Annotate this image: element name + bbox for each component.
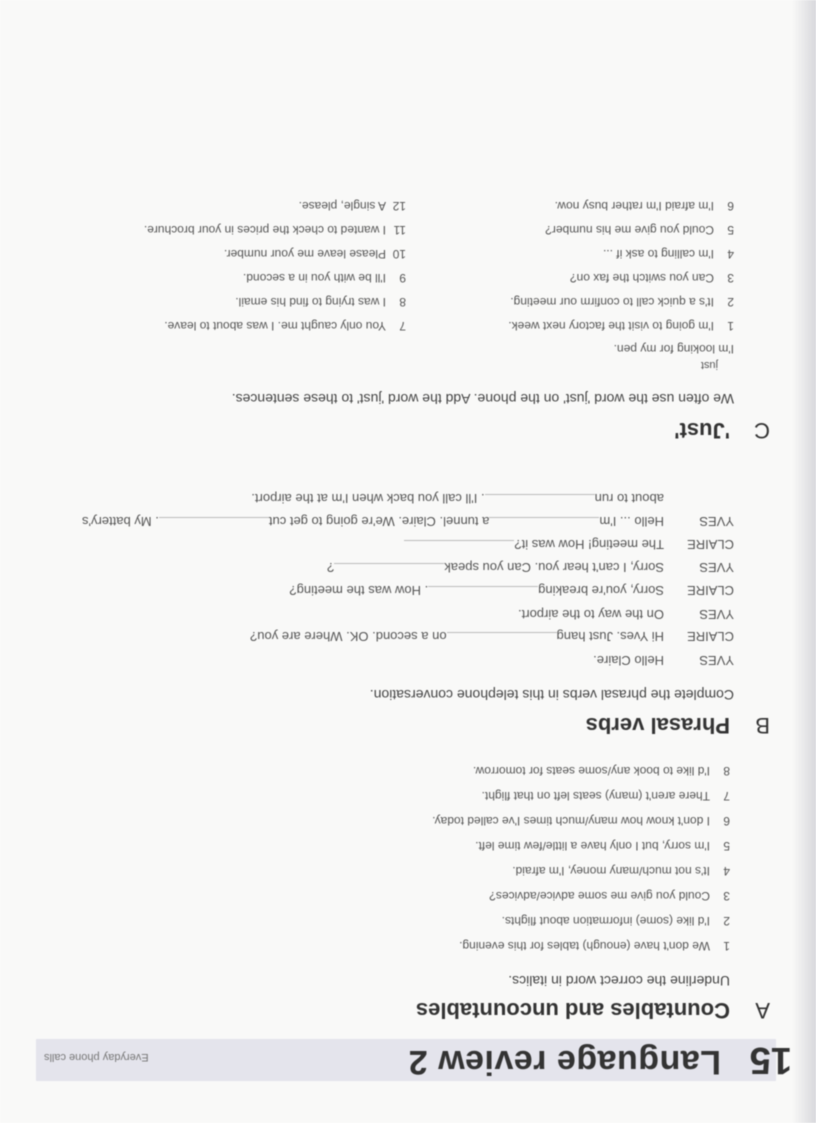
answer-blank[interactable] <box>447 632 557 645</box>
running-title: Everyday phone calls <box>44 1051 149 1063</box>
speaker-name: YVES <box>699 514 734 529</box>
item-number: 1 <box>723 939 730 953</box>
item-number: 1 <box>727 319 734 333</box>
answer-blank[interactable] <box>489 517 599 530</box>
section-a-letter: A <box>755 998 770 1023</box>
list-item <box>432 814 730 828</box>
line-text: Sorry, you're breaking <box>538 583 664 598</box>
list-item <box>545 223 734 237</box>
page-edge-shadow <box>792 0 816 1123</box>
section-a-instruction: Underline the correct word in italics. <box>508 973 730 989</box>
line-text: The meeting! How was it? <box>514 537 664 552</box>
item-number: 8 <box>723 764 730 778</box>
section-b-letter: B <box>755 713 770 738</box>
line-text: Hello ... I'm <box>599 514 664 529</box>
answer-blank[interactable] <box>428 586 538 599</box>
item-number: 10 <box>392 247 406 261</box>
item-text: Could you give me some advice/advices? <box>489 889 710 903</box>
item-number: 3 <box>723 889 730 903</box>
speaker-name: YVES <box>699 560 734 575</box>
dialogue-line <box>251 491 734 507</box>
line-text-rest: on a second. OK. Where are you? <box>250 629 447 644</box>
dialogue-line <box>518 607 734 622</box>
section-c-letter: C <box>754 418 770 443</box>
speaker-name: CLAIRE <box>687 629 734 644</box>
list-item <box>489 889 730 903</box>
item-number: 3 <box>727 271 734 285</box>
item-text: I'm going to visit the factory next week. <box>508 319 714 333</box>
item-text: I'd like (some) information about flights. <box>501 914 710 928</box>
dialogue-line <box>250 629 734 645</box>
line-text-rest: . My battery's <box>82 514 159 529</box>
line-text-rest: . How was the meeting? <box>289 583 429 598</box>
item-number: 8 <box>399 295 406 309</box>
list-item <box>510 295 734 309</box>
item-text: Could you give me his number? <box>545 223 714 237</box>
list-item <box>459 939 730 953</box>
dialogue-line <box>404 537 734 553</box>
list-item <box>164 319 406 333</box>
list-item <box>144 223 406 237</box>
speaker-name: CLAIRE <box>687 537 734 552</box>
item-number: 2 <box>727 295 734 309</box>
list-item <box>473 764 730 778</box>
dialogue-line <box>593 653 734 668</box>
line-text: Sorry, I can't hear you. Can you speak <box>444 560 664 575</box>
item-number: 9 <box>399 271 406 285</box>
dialogue-line <box>82 514 734 530</box>
item-number: 5 <box>727 223 734 237</box>
section-c-title: 'Just' <box>674 418 730 443</box>
list-item <box>570 271 734 285</box>
item-number: 11 <box>393 223 406 237</box>
item-text: You only caught me. I was about to leave. <box>164 319 386 333</box>
answer-blank[interactable] <box>485 494 595 507</box>
item-text: I'm afraid I'm rather busy now. <box>554 199 714 213</box>
answer-blank[interactable] <box>334 563 444 576</box>
section-a-title: Countables and uncountables <box>415 998 730 1023</box>
section-c-instruction: We often use the word 'just' on the phone. Add the word 'just' to these sentences. <box>231 391 734 407</box>
speaker-name: YVES <box>699 653 734 668</box>
item-number: 5 <box>723 839 730 853</box>
speaker-name: CLAIRE <box>687 583 734 598</box>
item-text: It's a quick call to confirm our meeting. <box>510 295 714 309</box>
list-item <box>508 319 734 333</box>
line-text-rest: ? <box>327 560 335 575</box>
item-number: 4 <box>727 247 734 261</box>
list-item <box>512 864 730 878</box>
item-number: 4 <box>723 864 730 878</box>
line-text: about to run <box>594 491 664 506</box>
item-number: 12 <box>392 199 406 213</box>
line-text-rest: a tunnel. Claire. We're going to get cut <box>268 514 490 529</box>
list-item <box>555 199 734 213</box>
unit-number: 15 <box>749 1039 792 1081</box>
speaker-name: YVES <box>699 607 734 622</box>
item-text: I'll be with you in a second. <box>242 271 386 285</box>
answer-blank[interactable] <box>159 517 269 530</box>
item-text: I'm sorry, but I only have a little/few time left. <box>475 839 710 853</box>
item-text: A single, please. <box>298 199 386 213</box>
item-number: 6 <box>723 814 730 828</box>
line-text: Hi Yves. Just hang <box>556 629 664 644</box>
item-text: Can you switch the fax on? <box>569 271 714 285</box>
item-text: I'm calling to ask if ... <box>603 247 714 261</box>
item-text: I'd like to book any/some seats for tomorrow. <box>472 764 710 778</box>
line-text: On the way to the airport. <box>518 607 664 622</box>
section-c-example: I'm looking for my pen. <box>613 342 734 356</box>
item-text: I don't know how many/much times I've called today. <box>432 814 710 828</box>
item-text: It's not much/many money, I'm afraid. <box>512 864 710 878</box>
list-item <box>299 199 406 213</box>
dialogue-line <box>289 583 734 599</box>
section-b-instruction: Complete the phrasal verbs in this telephone conversation. <box>369 687 734 703</box>
example-insert: just <box>700 359 718 371</box>
item-text: There aren't (many) seats left on that flight. <box>481 789 710 803</box>
item-number: 7 <box>723 789 730 803</box>
dialogue-line <box>327 560 734 576</box>
list-item <box>475 839 730 853</box>
item-text: Please leave me your number. <box>223 247 386 261</box>
item-text: I was trying to find his email. <box>235 295 386 309</box>
list-item <box>243 271 406 285</box>
answer-blank[interactable] <box>404 540 514 553</box>
list-item <box>603 247 734 261</box>
item-number: 2 <box>723 914 730 928</box>
item-text: I wanted to check the prices in your brochure. <box>143 223 386 237</box>
item-number: 7 <box>399 319 406 333</box>
unit-title: Language review 2 <box>408 1043 721 1081</box>
line-text: Hello Claire. <box>593 653 664 668</box>
item-text: We don't have (enough) tables for this evening. <box>459 939 710 953</box>
line-text-rest: . I'll call you back when I'm at the airport. <box>251 491 485 506</box>
list-item <box>482 789 730 803</box>
list-item <box>224 247 406 261</box>
list-item <box>235 295 406 309</box>
item-number: 6 <box>727 199 734 213</box>
section-b-title: Phrasal verbs <box>585 713 730 738</box>
list-item <box>502 914 730 928</box>
